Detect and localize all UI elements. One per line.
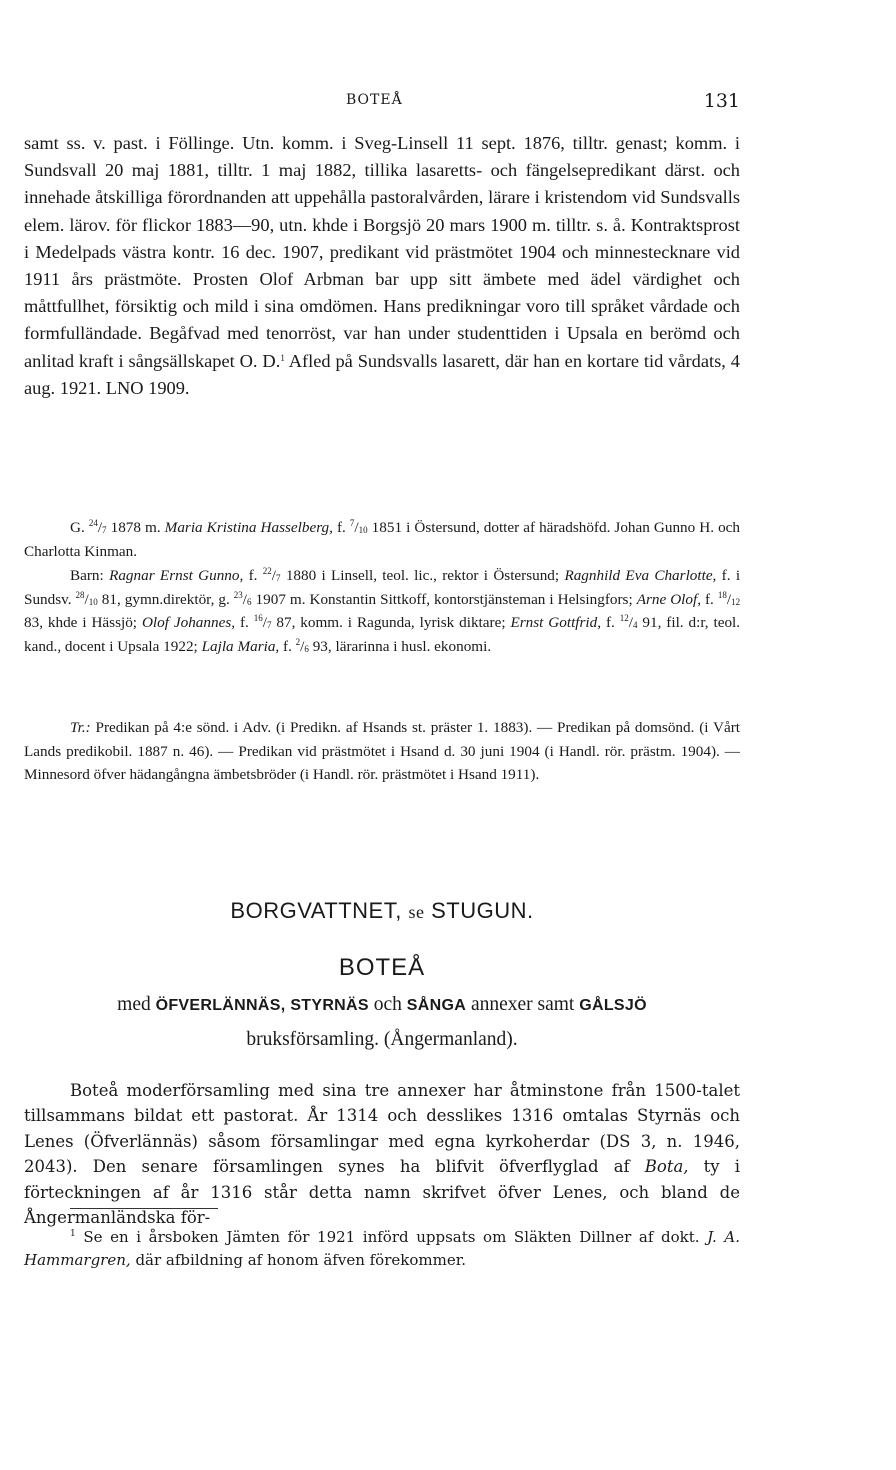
child-details: 91, fil. d:r, teol. kand., docent i Upsala 1922; [24,614,741,655]
child-details: 93, lärarinna i husl. ekonomi. [312,637,492,655]
annex-name: SÅNGA [406,997,467,1014]
subtitle-word: och [373,994,402,1015]
spouse-name: Maria Kristina Hasselberg, [164,519,333,536]
child-details: 1907 m. Konstantin Sittkoff, kontorstjänsteman i Helsingfors; [255,590,633,608]
marriage-label: G. [70,519,85,536]
child-name: Arne Olof, [636,590,701,608]
marriage-born: f. [336,519,346,536]
child-date: $^{28}/_{10}$ [75,589,98,608]
child-name: Ragnhild Eva Charlotte, [564,567,717,584]
child-details: 87, komm. i Ragunda, lyrisk diktare; [276,614,506,632]
marriage-paragraph [24,516,740,563]
footnote-number: 1 [70,1229,76,1239]
annex-name: GÅLSJÖ [579,997,647,1014]
spouse-details: 1851 i Östersund, dotter af häradshöfd. Johan Gunno H. och Charlotta Kinman. [24,519,740,560]
works-paragraph [24,716,740,787]
page-number: 131 [703,90,740,112]
children-label: Barn: [70,567,104,584]
child-name: Ragnar Ernst Gunno, [109,567,244,584]
footnote [24,1226,740,1272]
footnote-divider [70,1208,218,1209]
child-name: Olof Johannes, [141,614,236,632]
intro-text-cont: ty i förteckningen af år 1316 står detta namn skrifvet öfver Lenes, och bland de Ångermanländska för- [24,1157,741,1228]
cross-reference-se: se [408,902,425,922]
child-date: $^{12}/_4$ [619,613,638,632]
child-born: f. [605,614,615,632]
subtitle-word: annexer samt [470,994,575,1015]
child-born: f. [248,567,258,584]
parish-subtitle [24,988,740,1057]
biography-paragraph [24,130,740,402]
marriage-date: $^{24}/_7$ [88,518,107,536]
child-name: Ernst Gottfrid, [510,614,602,632]
child-details: f. i Sundsv. [24,567,741,608]
footnote-ref: 1 [280,352,285,363]
cross-reference-heading [24,898,740,924]
child-date: $^{18}/_{12}$ [717,589,741,608]
biography-death: Afled på Sundsvalls lasarett, där han en kortare tid vårdats, 4 aug. 1921. LNO 1909. [24,350,740,398]
cross-reference-parish: BORGVATTNET, [230,898,402,923]
parish-title: BOTEÅ [338,954,426,981]
running-title: BOTEÅ [346,92,403,108]
annex-name: STYRNÄS [290,997,369,1014]
subtitle-line2: bruksförsamling. (Ångermanland). [246,1029,518,1050]
child-born: f. [705,590,714,608]
child-date: $^{23}/_6$ [233,589,252,608]
footnote-text: Se en i årsboken Jämten för 1921 införd uppsats om Släkten Dillner af dokt. [83,1228,700,1246]
child-date: $^{16}/_7$ [253,613,272,632]
footnote-author: J. A. Hammargren, [24,1228,740,1269]
child-date: $^{22}/_7$ [262,566,281,584]
running-head [24,92,740,114]
child-name: Lajla Maria, [201,637,280,655]
spouse-birth-date: $^7/_{10}$ [349,518,368,536]
intro-italic: Bota, [644,1157,689,1177]
footnote-text-end: där afbildning af honom äfven förekommer. [135,1250,466,1269]
works-list: Predikan på 4:e sönd. i Adv. (i Predikn. af Hsands st. präster 1. 1883). — Predikan på domsönd. (i Vårt Lands predikobil. 1887 n. 46). — Predikan vid prästmötet i Hsand d. 30 juni 1904 (i Handl. rör. prästm. 1904). — Minnesord öfver hädangångna ämbetsbröder (i Handl. rör. prästmötet i Hsand 1911). [24,719,740,784]
subtitle-word: med [117,994,151,1015]
child-born: f. [283,637,292,655]
child-details: 83, khde i Hässjö; [24,614,138,632]
intro-text: Boteå moderförsamling med sina tre annexer har åtminstone från 1500-talet tillsammans bildat ett pastorat. År 1314 och desslikes 1316 omtalas Styrnäs och Lenes (Öfverlännäs) såsom församlingar med egna kyrkoherdar (DS 3, n. 1946, 2043). Den senare församlingen synes ha blifvit öfverflyglad af [24,1081,740,1177]
child-details: 1880 i Linsell, teol. lic., rektor i Östersund; [285,567,560,584]
biography-text: samt ss. v. past. i Föllinge. Utn. komm. i Sveg-Linsell 11 sept. 1876, tilltr. genast; komm. i Sundsvall 20 maj 1881, tilltr. 1 maj 1882, tillika lasaretts- och fängelsepredikant därst. och innehade åtskilliga förordnanden att uppehålla pastoralvården, lärare i kristendom vid Sundsvalls elem. lärov. för flickor 1883—90, utn. khde i Borgsjö 20 mars 1900 m. tilltr. s. å. Kontraktsprost i Medelpads västra kontr. 16 dec. 1907, predikant vid prästmötet 1904 och minnestecknare vid 1911 års prästmöte. Prosten Olof Arbman bar upp sitt ämbete med ädel värdighet och måttfullhet, försiktig och mild i sina omdömen. Hans predikningar voro till språket vårdade och formfulländade. Begåfvad med tenorröst, var han under studenttiden i Upsala en berömd och anlitad kraft i sångsällskapet O. D. [24,133,740,371]
cross-reference-target: STUGUN. [431,898,534,923]
children-paragraph [24,564,740,658]
marriage-year: 1878 m. [110,519,161,536]
child-date: $^2/_6$ [295,636,309,655]
works-label: Tr.: [70,719,91,736]
child-details: 81, gymn.direktör, g. [101,590,230,608]
annex-name: ÖFVERLÄNNÄS, [155,997,286,1014]
child-born: f. [239,614,249,632]
